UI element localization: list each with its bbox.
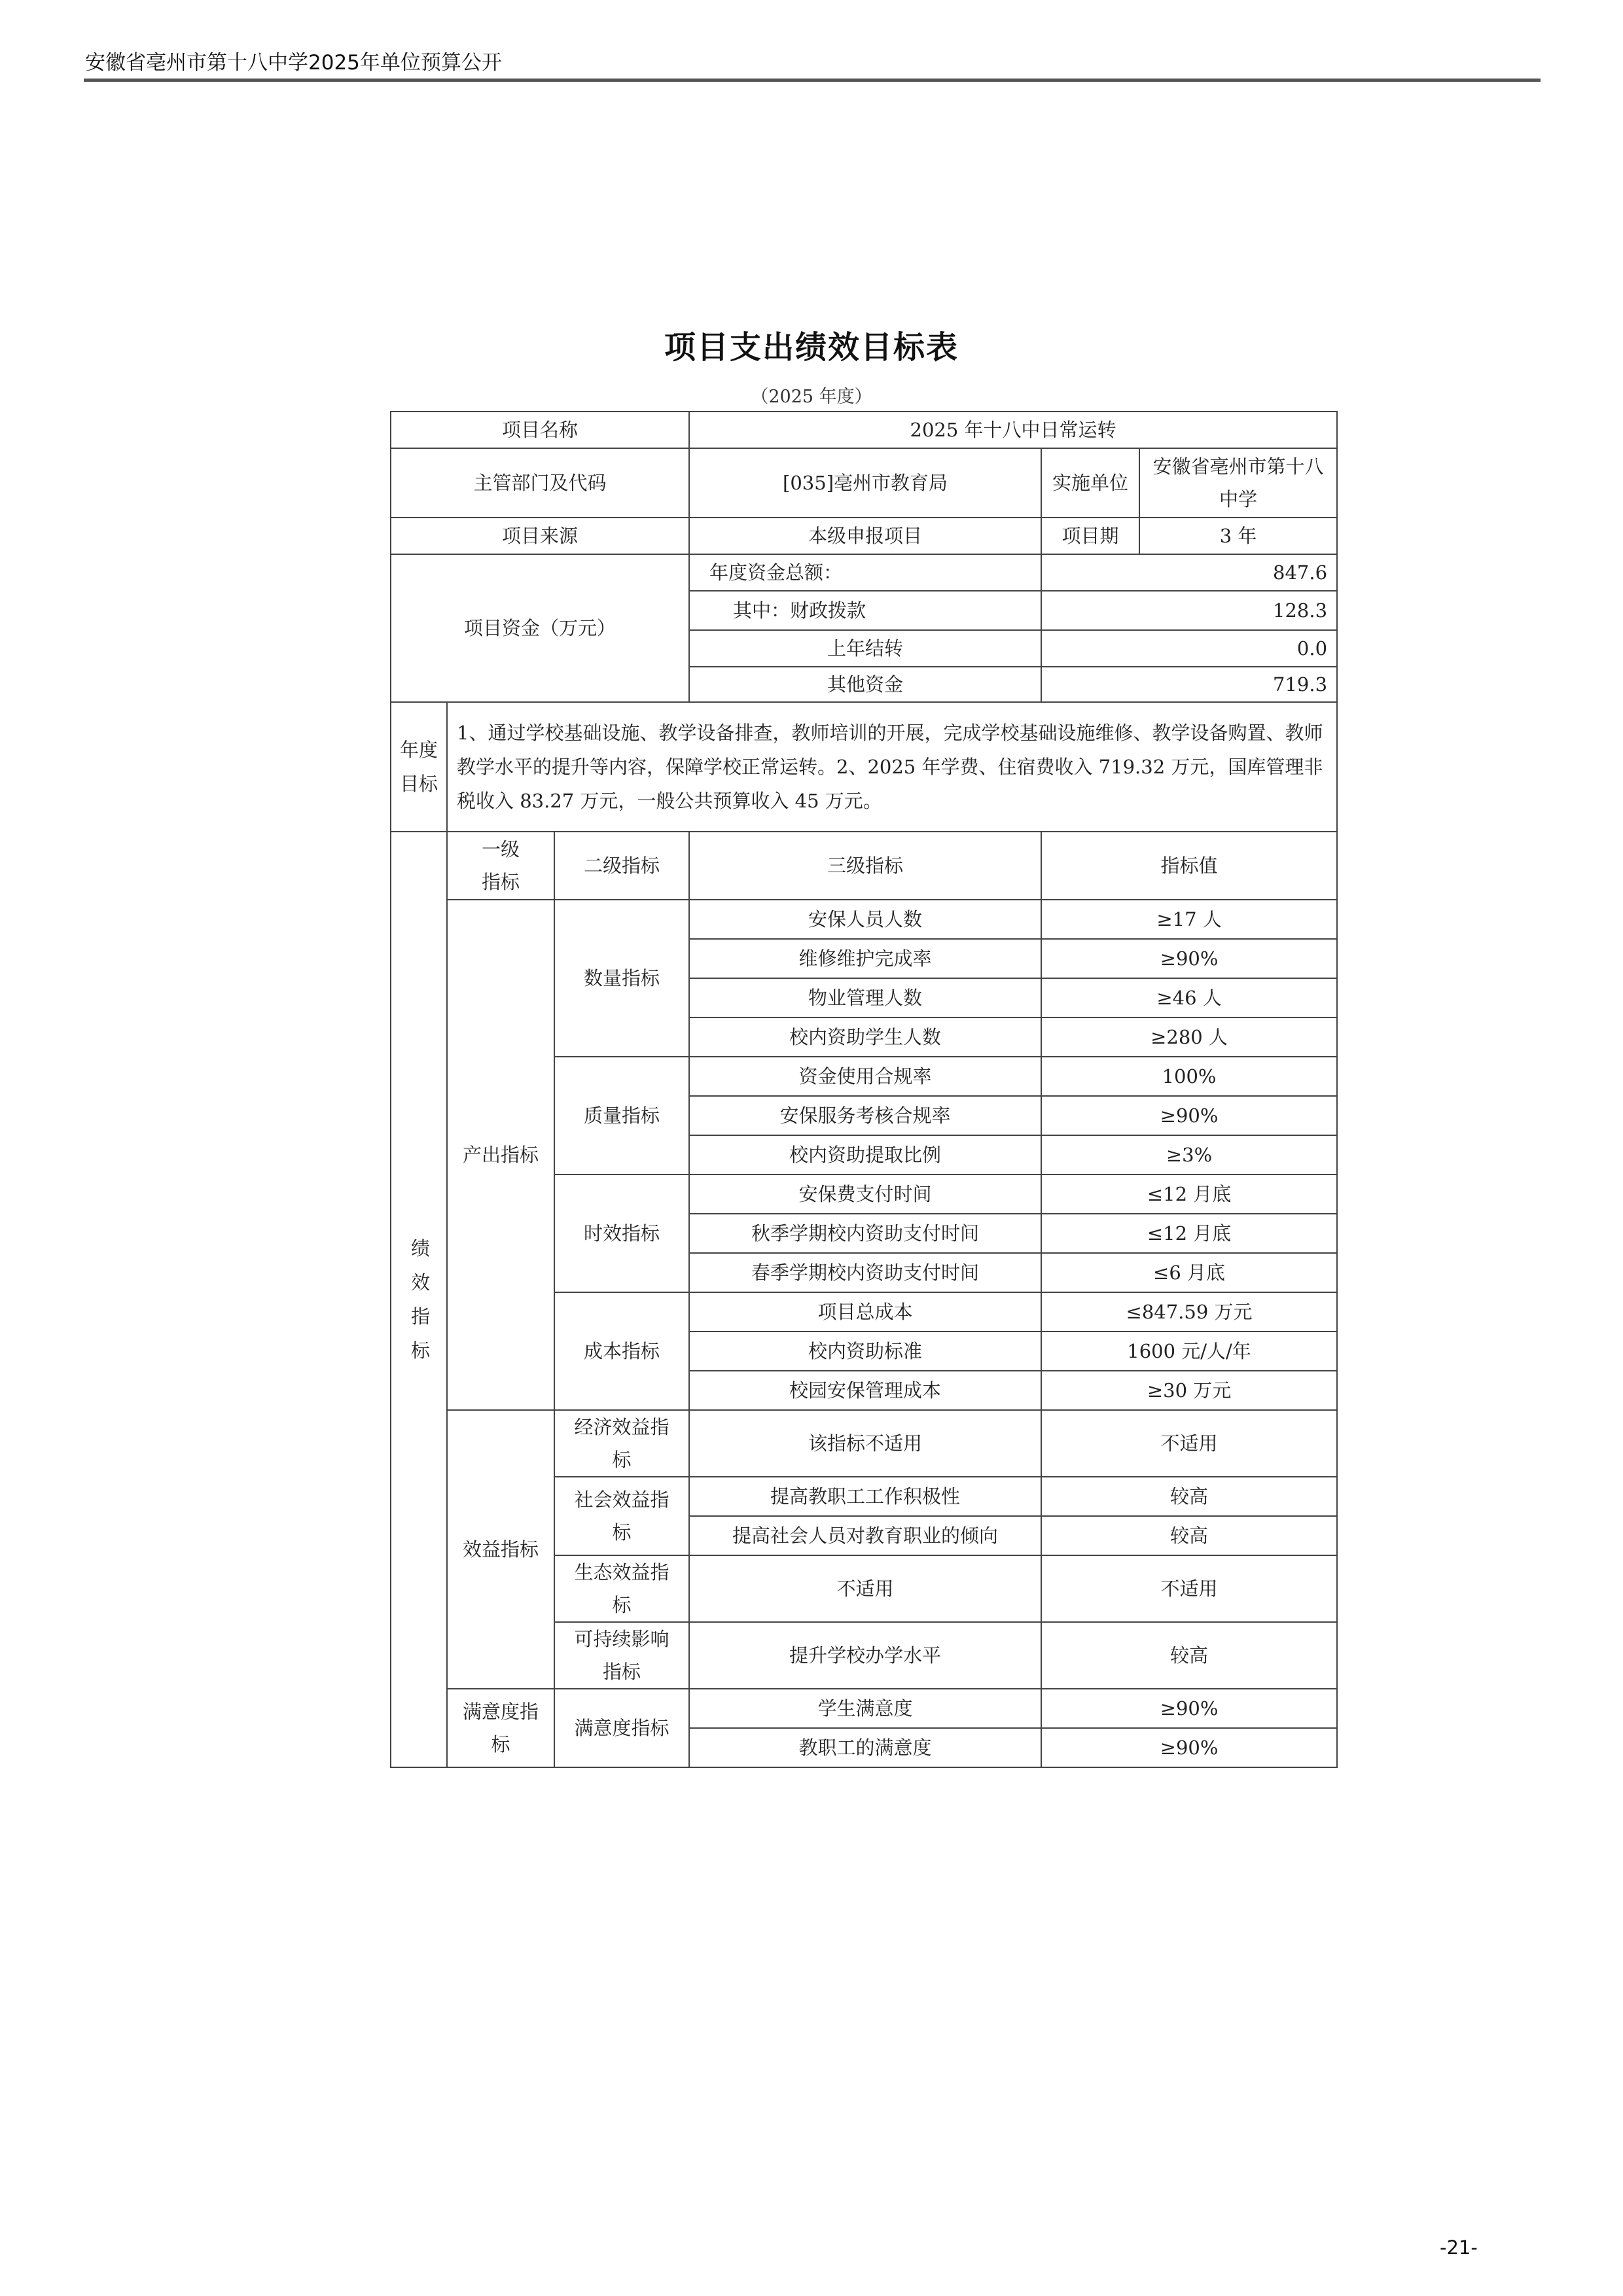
economic-indicator-label: 经济效益指标 — [554, 1410, 689, 1477]
indicator-value: 100% — [1041, 1057, 1337, 1096]
period-value: 3 年 — [1139, 518, 1337, 554]
page-number: -21- — [1440, 2236, 1478, 2259]
table-row — [391, 1410, 1337, 1477]
indicator-name: 校内资助学生人数 — [689, 1017, 1041, 1057]
document-title: 项目支出绩效目标表 — [664, 329, 959, 366]
performance-target-table — [390, 411, 1338, 1768]
indicator-value: ≥30 万元 — [1041, 1371, 1337, 1410]
col-level1-header: 一级指标 — [447, 832, 554, 900]
indicator-name: 安保服务考核合规率 — [689, 1096, 1041, 1135]
indicator-value: ≥17 人 — [1041, 900, 1337, 939]
sustainable-indicator-label: 可持续影响指标 — [554, 1622, 689, 1689]
indicator-name: 该指标不适用 — [689, 1410, 1041, 1477]
row-source — [391, 518, 1337, 554]
funds-fiscal-label: 其中：财政拨款 — [689, 591, 1041, 630]
indicator-value: ≥280 人 — [1041, 1017, 1337, 1057]
col-level3-header: 三级指标 — [689, 832, 1041, 900]
table-row — [391, 900, 1337, 939]
cost-indicator-label: 成本指标 — [554, 1292, 689, 1410]
funds-fiscal-value: 128.3 — [1041, 591, 1337, 630]
timeliness-indicator-label: 时效指标 — [554, 1174, 689, 1292]
indicator-name: 安保人员人数 — [689, 900, 1041, 939]
indicator-value: 不适用 — [1041, 1410, 1337, 1477]
quality-indicator-label: 质量指标 — [554, 1057, 689, 1174]
row-project-name — [391, 412, 1337, 448]
indicator-name: 物业管理人数 — [689, 978, 1041, 1017]
col-value-header: 指标值 — [1041, 832, 1337, 900]
indicator-name: 春季学期校内资助支付时间 — [689, 1253, 1041, 1292]
output-indicator-label: 产出指标 — [447, 900, 554, 1410]
indicator-section-label: 绩效指标 — [391, 832, 447, 1767]
row-funds-total — [391, 554, 1337, 591]
impl-unit-value: 安徽省亳州市第十八中学 — [1139, 448, 1337, 518]
indicator-value: ≤6 月底 — [1041, 1253, 1337, 1292]
indicator-value: ≥90% — [1041, 939, 1337, 978]
indicator-name: 提升学校办学水平 — [689, 1622, 1041, 1689]
indicator-name: 校内资助提取比例 — [689, 1135, 1041, 1174]
satisfaction-level1-label: 满意度指标 — [447, 1689, 554, 1767]
funds-carry-value: 0.0 — [1041, 630, 1337, 667]
indicator-name: 项目总成本 — [689, 1292, 1041, 1332]
table-row — [391, 1689, 1337, 1728]
indicator-name: 秋季学期校内资助支付时间 — [689, 1214, 1041, 1253]
indicator-value: 较高 — [1041, 1622, 1337, 1689]
indicator-value: 不适用 — [1041, 1555, 1337, 1622]
funds-carry-label: 上年结转 — [689, 630, 1041, 667]
indicator-name: 提高社会人员对教育职业的倾向 — [689, 1516, 1041, 1555]
indicator-value: ≥46 人 — [1041, 978, 1337, 1017]
dept-value: [035]亳州市教育局 — [689, 448, 1041, 518]
indicator-value: ≥90% — [1041, 1096, 1337, 1135]
indicator-name: 维修维护完成率 — [689, 939, 1041, 978]
funds-other-value: 719.3 — [1041, 667, 1337, 702]
period-label: 项目期 — [1041, 518, 1139, 554]
project-name-value: 2025 年十八中日常运转 — [689, 412, 1337, 448]
funds-total-value: 847.6 — [1041, 554, 1337, 591]
indicator-name: 学生满意度 — [689, 1689, 1041, 1728]
indicator-value: ≤847.59 万元 — [1041, 1292, 1337, 1332]
indicator-name: 校园安保管理成本 — [689, 1371, 1041, 1410]
row-department — [391, 448, 1337, 518]
indicator-value: 较高 — [1041, 1477, 1337, 1516]
indicator-value: ≥90% — [1041, 1689, 1337, 1728]
benefit-indicator-label: 效益指标 — [447, 1410, 554, 1689]
source-value: 本级申报项目 — [689, 518, 1041, 554]
funds-total-label: 年度资金总额： — [689, 554, 1041, 591]
indicator-value: ≤12 月底 — [1041, 1174, 1337, 1214]
indicator-name: 校内资助标准 — [689, 1332, 1041, 1371]
indicator-value: ≥90% — [1041, 1728, 1337, 1767]
ecological-indicator-label: 生态效益指标 — [554, 1555, 689, 1622]
funds-label: 项目资金（万元） — [391, 554, 689, 702]
row-annual-goal — [391, 702, 1337, 832]
indicator-value: ≤12 月底 — [1041, 1214, 1337, 1253]
quantity-indicator-label: 数量指标 — [554, 900, 689, 1057]
satisfaction-level2-label: 满意度指标 — [554, 1689, 689, 1767]
goal-label: 年度目标 — [391, 702, 447, 832]
impl-unit-label: 实施单位 — [1041, 448, 1139, 518]
indicator-name: 资金使用合规率 — [689, 1057, 1041, 1096]
indicator-name: 教职工的满意度 — [689, 1728, 1041, 1767]
row-indicator-header — [391, 832, 1337, 900]
social-indicator-label: 社会效益指标 — [554, 1477, 689, 1555]
col-level2-header: 二级指标 — [554, 832, 689, 900]
project-name-label: 项目名称 — [391, 412, 689, 448]
indicator-name: 安保费支付时间 — [689, 1174, 1041, 1214]
indicator-value: ≥3% — [1041, 1135, 1337, 1174]
indicator-name: 提高教职工工作积极性 — [689, 1477, 1041, 1516]
header-divider — [84, 79, 1541, 82]
goal-text: 1、通过学校基础设施、教学设备排查，教师培训的开展，完成学校基础设施维修、教学设备购置、教师教学水平的提升等内容，保障学校正常运转。2、2025 年学费、住宿费收入 719.32 万元，国库管理非税收入 83.27 万元，一般公共预算收入 45 万元。 — [447, 702, 1337, 832]
funds-other-label: 其他资金 — [689, 667, 1041, 702]
indicator-name: 不适用 — [689, 1555, 1041, 1622]
document-year: （2025 年度） — [751, 387, 872, 407]
dept-label: 主管部门及代码 — [391, 448, 689, 518]
indicator-value: 1600 元/人/年 — [1041, 1332, 1337, 1371]
page-header-text: 安徽省亳州市第十八中学2025年单位预算公开 — [85, 51, 502, 75]
source-label: 项目来源 — [391, 518, 689, 554]
indicator-value: 较高 — [1041, 1516, 1337, 1555]
